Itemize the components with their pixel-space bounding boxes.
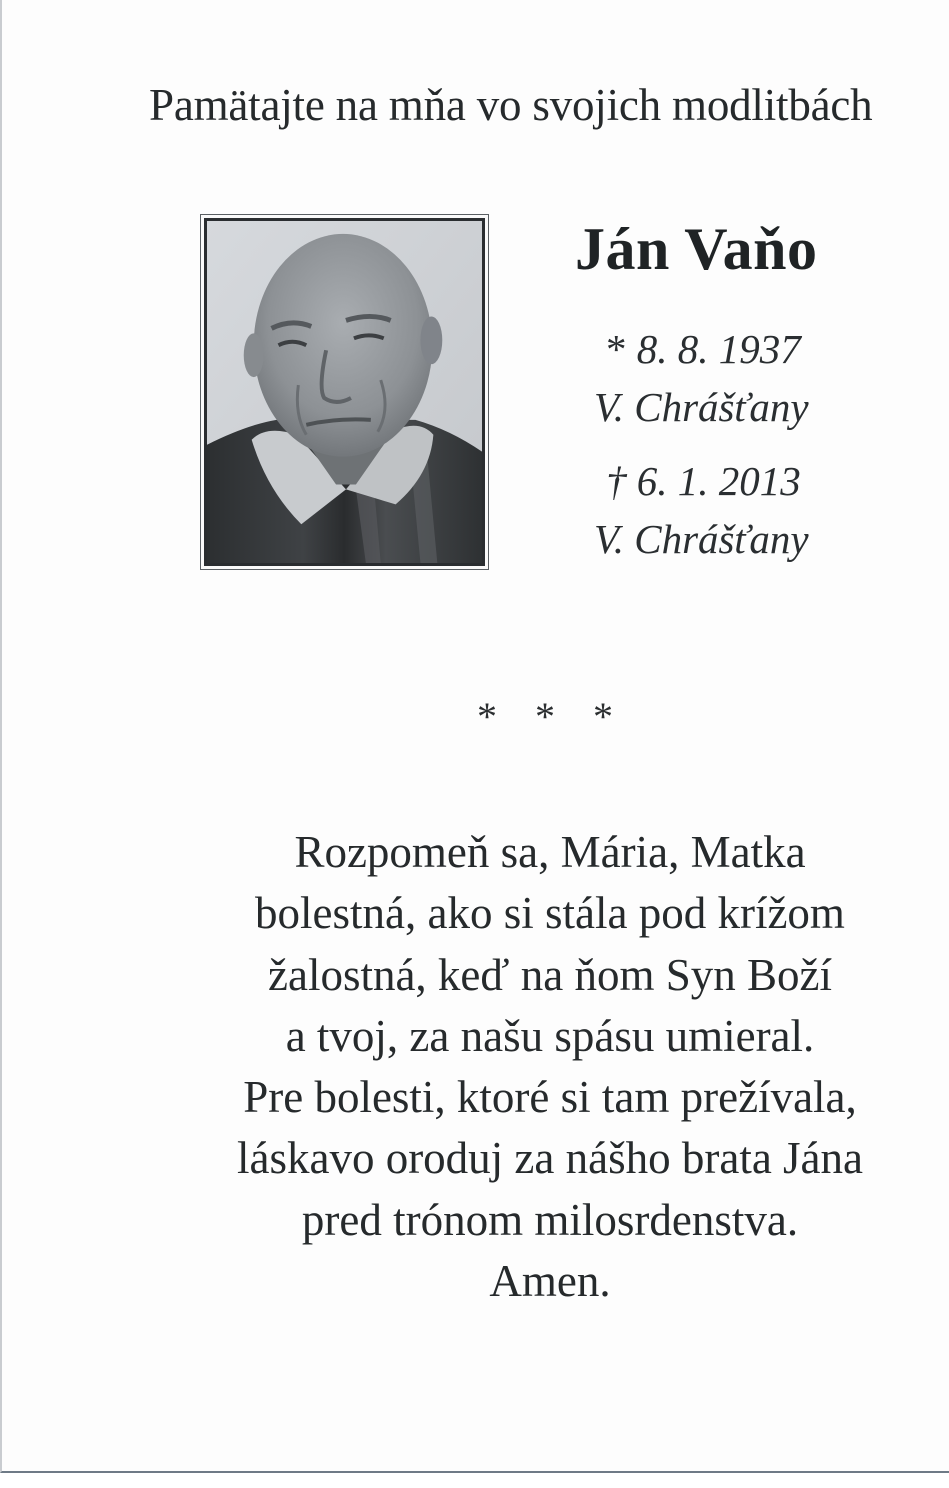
portrait-icon <box>207 221 482 563</box>
asterisk-separator: * * * <box>477 694 627 739</box>
death-date: 6. 1. 2013 <box>636 458 801 504</box>
death-place: V. Chrášťany <box>594 516 809 562</box>
prayer-line: a tvoj, za našu spásu umieral. <box>285 1010 815 1061</box>
portrait-photo <box>204 218 485 566</box>
death-date-line <box>606 457 801 505</box>
birth-star-icon: * <box>606 326 627 372</box>
prayer-line: Rozpomeň sa, Mária, Matka <box>294 827 806 877</box>
header-text: Pamätajte na mňa vo svojich modlitbách <box>149 80 873 130</box>
prayer-line: Pre bolesti, ktoré si tam prežívala, <box>243 1072 857 1123</box>
prayer-line: žalostná, keď na ňom Syn Boží <box>268 949 832 1000</box>
deceased-name: Ján Vaňo <box>575 216 818 282</box>
dagger-cross-icon: † <box>606 458 627 504</box>
photo-frame <box>200 214 489 570</box>
prayer-line: pred trónom milosrdenstva. <box>301 1194 799 1245</box>
prayer-text <box>150 822 949 1312</box>
birth-date: 8. 8. 1937 <box>636 326 801 372</box>
prayer-line-amen: Amen. <box>489 1256 611 1307</box>
birth-place: V. Chrášťany <box>594 384 809 430</box>
prayer-line: láskavo oroduj za nášho brata Jána <box>236 1133 864 1184</box>
prayer-line: bolestná, ako si stála pod krížom <box>255 888 845 939</box>
scan-background <box>0 1475 949 1488</box>
birth-date-line <box>606 325 801 373</box>
